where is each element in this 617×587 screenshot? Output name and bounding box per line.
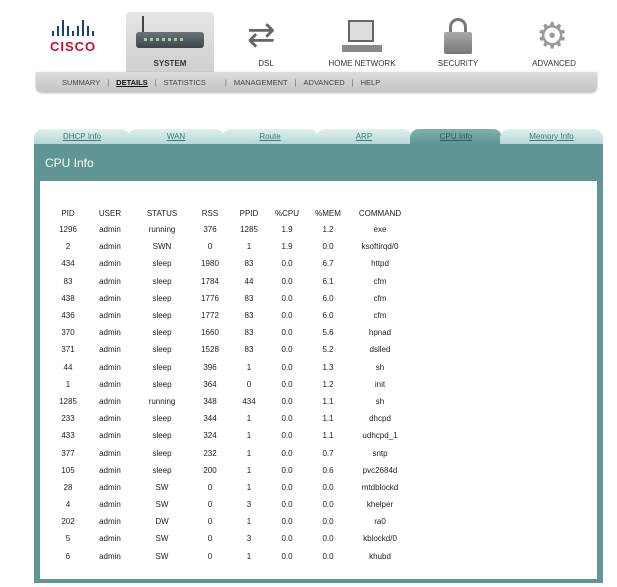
col-command: COMMAND bbox=[358, 208, 402, 218]
table-row bbox=[51, 359, 411, 376]
cell-ppid: 83 bbox=[244, 259, 254, 269]
cell-pid: 377 bbox=[61, 448, 75, 458]
cell-cpu: 0.0 bbox=[281, 345, 293, 355]
info-tabs bbox=[34, 128, 603, 144]
cell-command: ksoftirqd/0 bbox=[361, 242, 399, 252]
cell-ppid: 83 bbox=[244, 328, 254, 338]
cell-user: admin bbox=[99, 482, 121, 492]
brand-name: CISCO bbox=[50, 39, 97, 54]
subnav-separator: | bbox=[351, 77, 354, 87]
table-row bbox=[51, 513, 411, 530]
cell-status: DW bbox=[155, 517, 169, 527]
table-row bbox=[51, 530, 411, 547]
nav-system[interactable] bbox=[126, 12, 214, 72]
cell-command: kblockd/0 bbox=[363, 534, 397, 544]
col-pid: PID bbox=[61, 208, 75, 218]
cell-status: sleep bbox=[152, 379, 172, 389]
table-row bbox=[51, 427, 411, 444]
cell-cpu: 0.0 bbox=[281, 500, 293, 510]
table-row bbox=[51, 238, 411, 255]
table-row bbox=[51, 393, 411, 410]
top-header bbox=[0, 0, 617, 72]
table-row bbox=[51, 410, 411, 427]
cell-ppid: 1 bbox=[246, 551, 252, 561]
cell-pid: 1296 bbox=[59, 225, 77, 235]
cell-pid: 83 bbox=[63, 276, 73, 286]
cell-rss: 348 bbox=[203, 396, 217, 406]
subnav-statistics[interactable]: STATISTICS bbox=[163, 77, 206, 87]
cell-cpu: 1.9 bbox=[281, 242, 293, 252]
table-row bbox=[51, 548, 411, 565]
cell-user: admin bbox=[99, 500, 121, 510]
cell-rss: 0 bbox=[207, 482, 213, 492]
tab-route[interactable]: Route bbox=[222, 129, 318, 144]
cell-cpu: 0.0 bbox=[281, 379, 293, 389]
cell-rss: 364 bbox=[203, 379, 217, 389]
cell-mem: 0.0 bbox=[322, 551, 334, 561]
cell-rss: 376 bbox=[203, 225, 217, 235]
nav-advanced-label: ADVANCED bbox=[532, 59, 576, 68]
cell-rss: 0 bbox=[207, 551, 213, 561]
cell-ppid: 1 bbox=[246, 362, 252, 372]
cell-command: dslled bbox=[369, 345, 391, 355]
col-status: STATUS bbox=[146, 208, 178, 218]
router-icon bbox=[136, 32, 204, 48]
cell-command: pvc2684d bbox=[362, 465, 398, 475]
tab-wan[interactable]: WAN bbox=[128, 129, 224, 144]
cell-mem: 1.2 bbox=[322, 225, 334, 235]
subnav-advanced[interactable]: ADVANCED bbox=[303, 77, 345, 87]
cell-status: sleep bbox=[152, 465, 172, 475]
cell-ppid: 1 bbox=[246, 465, 252, 475]
cisco-logo bbox=[50, 20, 110, 60]
col-ppid: PPID bbox=[239, 208, 259, 218]
sub-navigation bbox=[36, 72, 597, 92]
table-row bbox=[51, 324, 411, 341]
cell-status: sleep bbox=[152, 311, 172, 321]
cell-mem: 6.7 bbox=[322, 259, 334, 269]
col-cpu: %CPU bbox=[274, 208, 299, 218]
nav-security-label: SECURITY bbox=[437, 59, 479, 68]
cell-ppid: 1 bbox=[246, 482, 252, 492]
cell-mem: 1.1 bbox=[322, 414, 334, 424]
cell-cpu: 0.0 bbox=[281, 362, 293, 372]
cell-status: SW bbox=[155, 482, 169, 492]
cell-ppid: 3 bbox=[246, 500, 252, 510]
cell-pid: 4 bbox=[65, 500, 71, 510]
cell-command: sh bbox=[375, 362, 385, 372]
cisco-bars-icon bbox=[50, 20, 110, 36]
cell-mem: 6.0 bbox=[322, 311, 334, 321]
cell-user: admin bbox=[99, 311, 121, 321]
cell-user: admin bbox=[99, 345, 121, 355]
nav-dsl[interactable] bbox=[222, 12, 310, 72]
cell-rss: 0 bbox=[207, 534, 213, 544]
table-row bbox=[51, 255, 411, 272]
cell-ppid: 1 bbox=[246, 448, 252, 458]
cell-cpu: 1.9 bbox=[281, 225, 293, 235]
table-row bbox=[51, 479, 411, 496]
cell-pid: 44 bbox=[63, 362, 73, 372]
gears-icon bbox=[534, 18, 574, 54]
cell-rss: 200 bbox=[203, 465, 217, 475]
cell-status: sleep bbox=[152, 276, 172, 286]
cell-mem: 5.2 bbox=[322, 345, 334, 355]
table-row bbox=[51, 444, 411, 461]
cell-pid: 1285 bbox=[59, 396, 77, 406]
cell-cpu: 0.0 bbox=[281, 431, 293, 441]
cell-status: sleep bbox=[152, 293, 172, 303]
cell-ppid: 1 bbox=[246, 242, 252, 252]
cell-command: dhcpd bbox=[369, 414, 391, 424]
cell-cpu: 0.0 bbox=[281, 465, 293, 475]
table-row bbox=[51, 341, 411, 358]
cell-status: sleep bbox=[152, 345, 172, 355]
cell-command: ra0 bbox=[374, 517, 386, 527]
cell-pid: 438 bbox=[61, 293, 75, 303]
cell-cpu: 0.0 bbox=[281, 259, 293, 269]
cell-rss: 344 bbox=[203, 414, 217, 424]
cell-pid: 202 bbox=[61, 517, 75, 527]
cell-pid: 5 bbox=[65, 534, 71, 544]
cell-command: udhcpd_1 bbox=[362, 431, 398, 441]
cell-cpu: 0.0 bbox=[281, 482, 293, 492]
cell-pid: 6 bbox=[65, 551, 71, 561]
cell-pid: 371 bbox=[61, 345, 75, 355]
cell-user: admin bbox=[99, 431, 121, 441]
subnav-separator: | bbox=[224, 77, 227, 87]
cell-rss: 232 bbox=[203, 448, 217, 458]
cell-cpu: 0.0 bbox=[281, 414, 293, 424]
subnav-summary[interactable]: SUMMARY bbox=[62, 77, 101, 87]
cell-pid: 436 bbox=[61, 311, 75, 321]
tab-memory-info[interactable]: Memory Info bbox=[500, 129, 603, 144]
cell-status: running bbox=[148, 225, 176, 235]
cell-rss: 0 bbox=[207, 517, 213, 527]
cell-ppid: 83 bbox=[244, 311, 254, 321]
process-table bbox=[51, 205, 411, 565]
cell-pid: 233 bbox=[61, 414, 75, 424]
cell-ppid: 44 bbox=[244, 276, 254, 286]
cell-command: httpd bbox=[371, 259, 389, 269]
cell-status: running bbox=[148, 396, 176, 406]
cell-mem: 1.3 bbox=[322, 362, 334, 372]
cell-status: sleep bbox=[152, 448, 172, 458]
cell-mem: 0.0 bbox=[322, 500, 334, 510]
col-rss: RSS bbox=[201, 208, 219, 218]
cell-mem: 6.1 bbox=[322, 276, 334, 286]
panel-content bbox=[40, 181, 597, 579]
cell-command: cfm bbox=[373, 276, 387, 286]
cell-ppid: 1 bbox=[246, 414, 252, 424]
arrows-icon bbox=[241, 22, 291, 52]
table-row bbox=[51, 462, 411, 479]
cell-status: sleep bbox=[152, 328, 172, 338]
cell-user: admin bbox=[99, 534, 121, 544]
subnav-details[interactable]: DETAILS bbox=[116, 77, 148, 87]
cell-cpu: 0.0 bbox=[281, 328, 293, 338]
cell-pid: 2 bbox=[65, 242, 71, 252]
cell-mem: 1.1 bbox=[322, 431, 334, 441]
cell-mem: 5.6 bbox=[322, 328, 334, 338]
cell-cpu: 0.0 bbox=[281, 551, 293, 561]
cell-user: admin bbox=[99, 414, 121, 424]
cell-rss: 1528 bbox=[201, 345, 219, 355]
cell-status: SW bbox=[155, 500, 169, 510]
cell-user: admin bbox=[99, 465, 121, 475]
cell-rss: 1980 bbox=[201, 259, 219, 269]
cell-cpu: 0.0 bbox=[281, 534, 293, 544]
cell-ppid: 83 bbox=[244, 345, 254, 355]
table-row bbox=[51, 376, 411, 393]
col-mem: %MEM bbox=[315, 208, 341, 218]
subnav-help[interactable]: HELP bbox=[360, 77, 381, 87]
nav-advanced[interactable] bbox=[510, 12, 598, 72]
subnav-separator: | bbox=[154, 77, 157, 87]
cell-pid: 433 bbox=[61, 431, 75, 441]
cell-user: admin bbox=[99, 225, 121, 235]
cell-rss: 1660 bbox=[201, 328, 219, 338]
table-row bbox=[51, 496, 411, 513]
cell-cpu: 0.0 bbox=[281, 276, 293, 286]
computer-icon bbox=[342, 20, 382, 54]
cell-rss: 1776 bbox=[201, 293, 219, 303]
cell-command: khelper bbox=[366, 500, 394, 510]
nav-dsl-label: DSL bbox=[258, 59, 274, 68]
cell-pid: 1 bbox=[65, 379, 71, 389]
cell-command: sntp bbox=[372, 448, 388, 458]
cell-user: admin bbox=[99, 276, 121, 286]
nav-home-network[interactable] bbox=[318, 12, 406, 72]
cell-command: sh bbox=[375, 396, 385, 406]
tab-arp[interactable]: ARP bbox=[316, 129, 412, 144]
cell-mem: 1.1 bbox=[322, 396, 334, 406]
cell-rss: 1784 bbox=[201, 276, 219, 286]
cell-ppid: 0 bbox=[246, 379, 252, 389]
panel-title: CPU Info bbox=[45, 156, 94, 170]
cell-status: sleep bbox=[152, 259, 172, 269]
cell-command: khubd bbox=[369, 551, 391, 561]
col-user: USER bbox=[98, 208, 122, 218]
cell-mem: 1.2 bbox=[322, 379, 334, 389]
cell-user: admin bbox=[99, 379, 121, 389]
cell-pid: 105 bbox=[61, 465, 75, 475]
cell-ppid: 1285 bbox=[240, 225, 258, 235]
cell-rss: 1772 bbox=[201, 311, 219, 321]
table-row bbox=[51, 290, 411, 307]
cell-cpu: 0.0 bbox=[281, 396, 293, 406]
subnav-separator: | bbox=[107, 77, 110, 87]
cell-user: admin bbox=[99, 242, 121, 252]
table-row bbox=[51, 307, 411, 324]
cell-mem: 0.7 bbox=[322, 448, 334, 458]
cell-command: init bbox=[374, 379, 386, 389]
nav-system-label: SYSTEM bbox=[153, 59, 187, 68]
cell-status: SWN bbox=[152, 242, 172, 252]
cell-pid: 28 bbox=[63, 482, 73, 492]
cell-ppid: 1 bbox=[246, 431, 252, 441]
cell-user: admin bbox=[99, 517, 121, 527]
cell-cpu: 0.0 bbox=[281, 517, 293, 527]
cell-user: admin bbox=[99, 551, 121, 561]
cell-mem: 0.0 bbox=[322, 242, 334, 252]
table-body bbox=[51, 221, 411, 565]
cell-user: admin bbox=[99, 362, 121, 372]
cell-rss: 396 bbox=[203, 362, 217, 372]
cell-rss: 0 bbox=[207, 500, 213, 510]
cell-command: mtdblockd bbox=[361, 482, 399, 492]
nav-home-network-label: HOME NETWORK bbox=[328, 59, 396, 68]
cell-status: SW bbox=[155, 551, 169, 561]
cell-command: exe bbox=[373, 225, 387, 235]
nav-security[interactable] bbox=[414, 12, 502, 72]
cell-user: admin bbox=[99, 328, 121, 338]
cell-ppid: 3 bbox=[246, 534, 252, 544]
cell-ppid: 434 bbox=[242, 396, 256, 406]
cell-user: admin bbox=[99, 448, 121, 458]
cell-user: admin bbox=[99, 259, 121, 269]
cell-mem: 0.0 bbox=[322, 517, 334, 527]
cell-status: sleep bbox=[152, 414, 172, 424]
cell-mem: 0.0 bbox=[322, 534, 334, 544]
cell-mem: 6.0 bbox=[322, 293, 334, 303]
cell-rss: 324 bbox=[203, 431, 217, 441]
cell-command: cfm bbox=[373, 311, 387, 321]
cpu-info-panel bbox=[34, 144, 603, 583]
lock-icon bbox=[444, 18, 472, 56]
cell-status: sleep bbox=[152, 362, 172, 372]
cell-ppid: 83 bbox=[244, 293, 254, 303]
table-header-row bbox=[51, 205, 411, 221]
cell-user: admin bbox=[99, 293, 121, 303]
cell-user: admin bbox=[99, 396, 121, 406]
cell-command: cfm bbox=[373, 293, 387, 303]
cell-rss: 0 bbox=[207, 242, 213, 252]
cell-pid: 434 bbox=[61, 259, 75, 269]
cell-mem: 0.0 bbox=[322, 482, 334, 492]
cell-command: hpnad bbox=[368, 328, 392, 338]
cell-status: sleep bbox=[152, 431, 172, 441]
cell-cpu: 0.0 bbox=[281, 448, 293, 458]
cell-cpu: 0.0 bbox=[281, 311, 293, 321]
table-row bbox=[51, 221, 411, 238]
tab-dhcp-info[interactable]: DHCP Info bbox=[34, 129, 130, 144]
subnav-separator: | bbox=[294, 77, 297, 87]
cell-cpu: 0.0 bbox=[281, 293, 293, 303]
cell-status: SW bbox=[155, 534, 169, 544]
tab-cpu-info[interactable]: CPU Info bbox=[410, 129, 502, 144]
cell-mem: 0.6 bbox=[322, 465, 334, 475]
subnav-management[interactable]: MANAGEMENT bbox=[233, 77, 288, 87]
cell-pid: 370 bbox=[61, 328, 75, 338]
cell-ppid: 1 bbox=[246, 517, 252, 527]
table-row bbox=[51, 273, 411, 290]
